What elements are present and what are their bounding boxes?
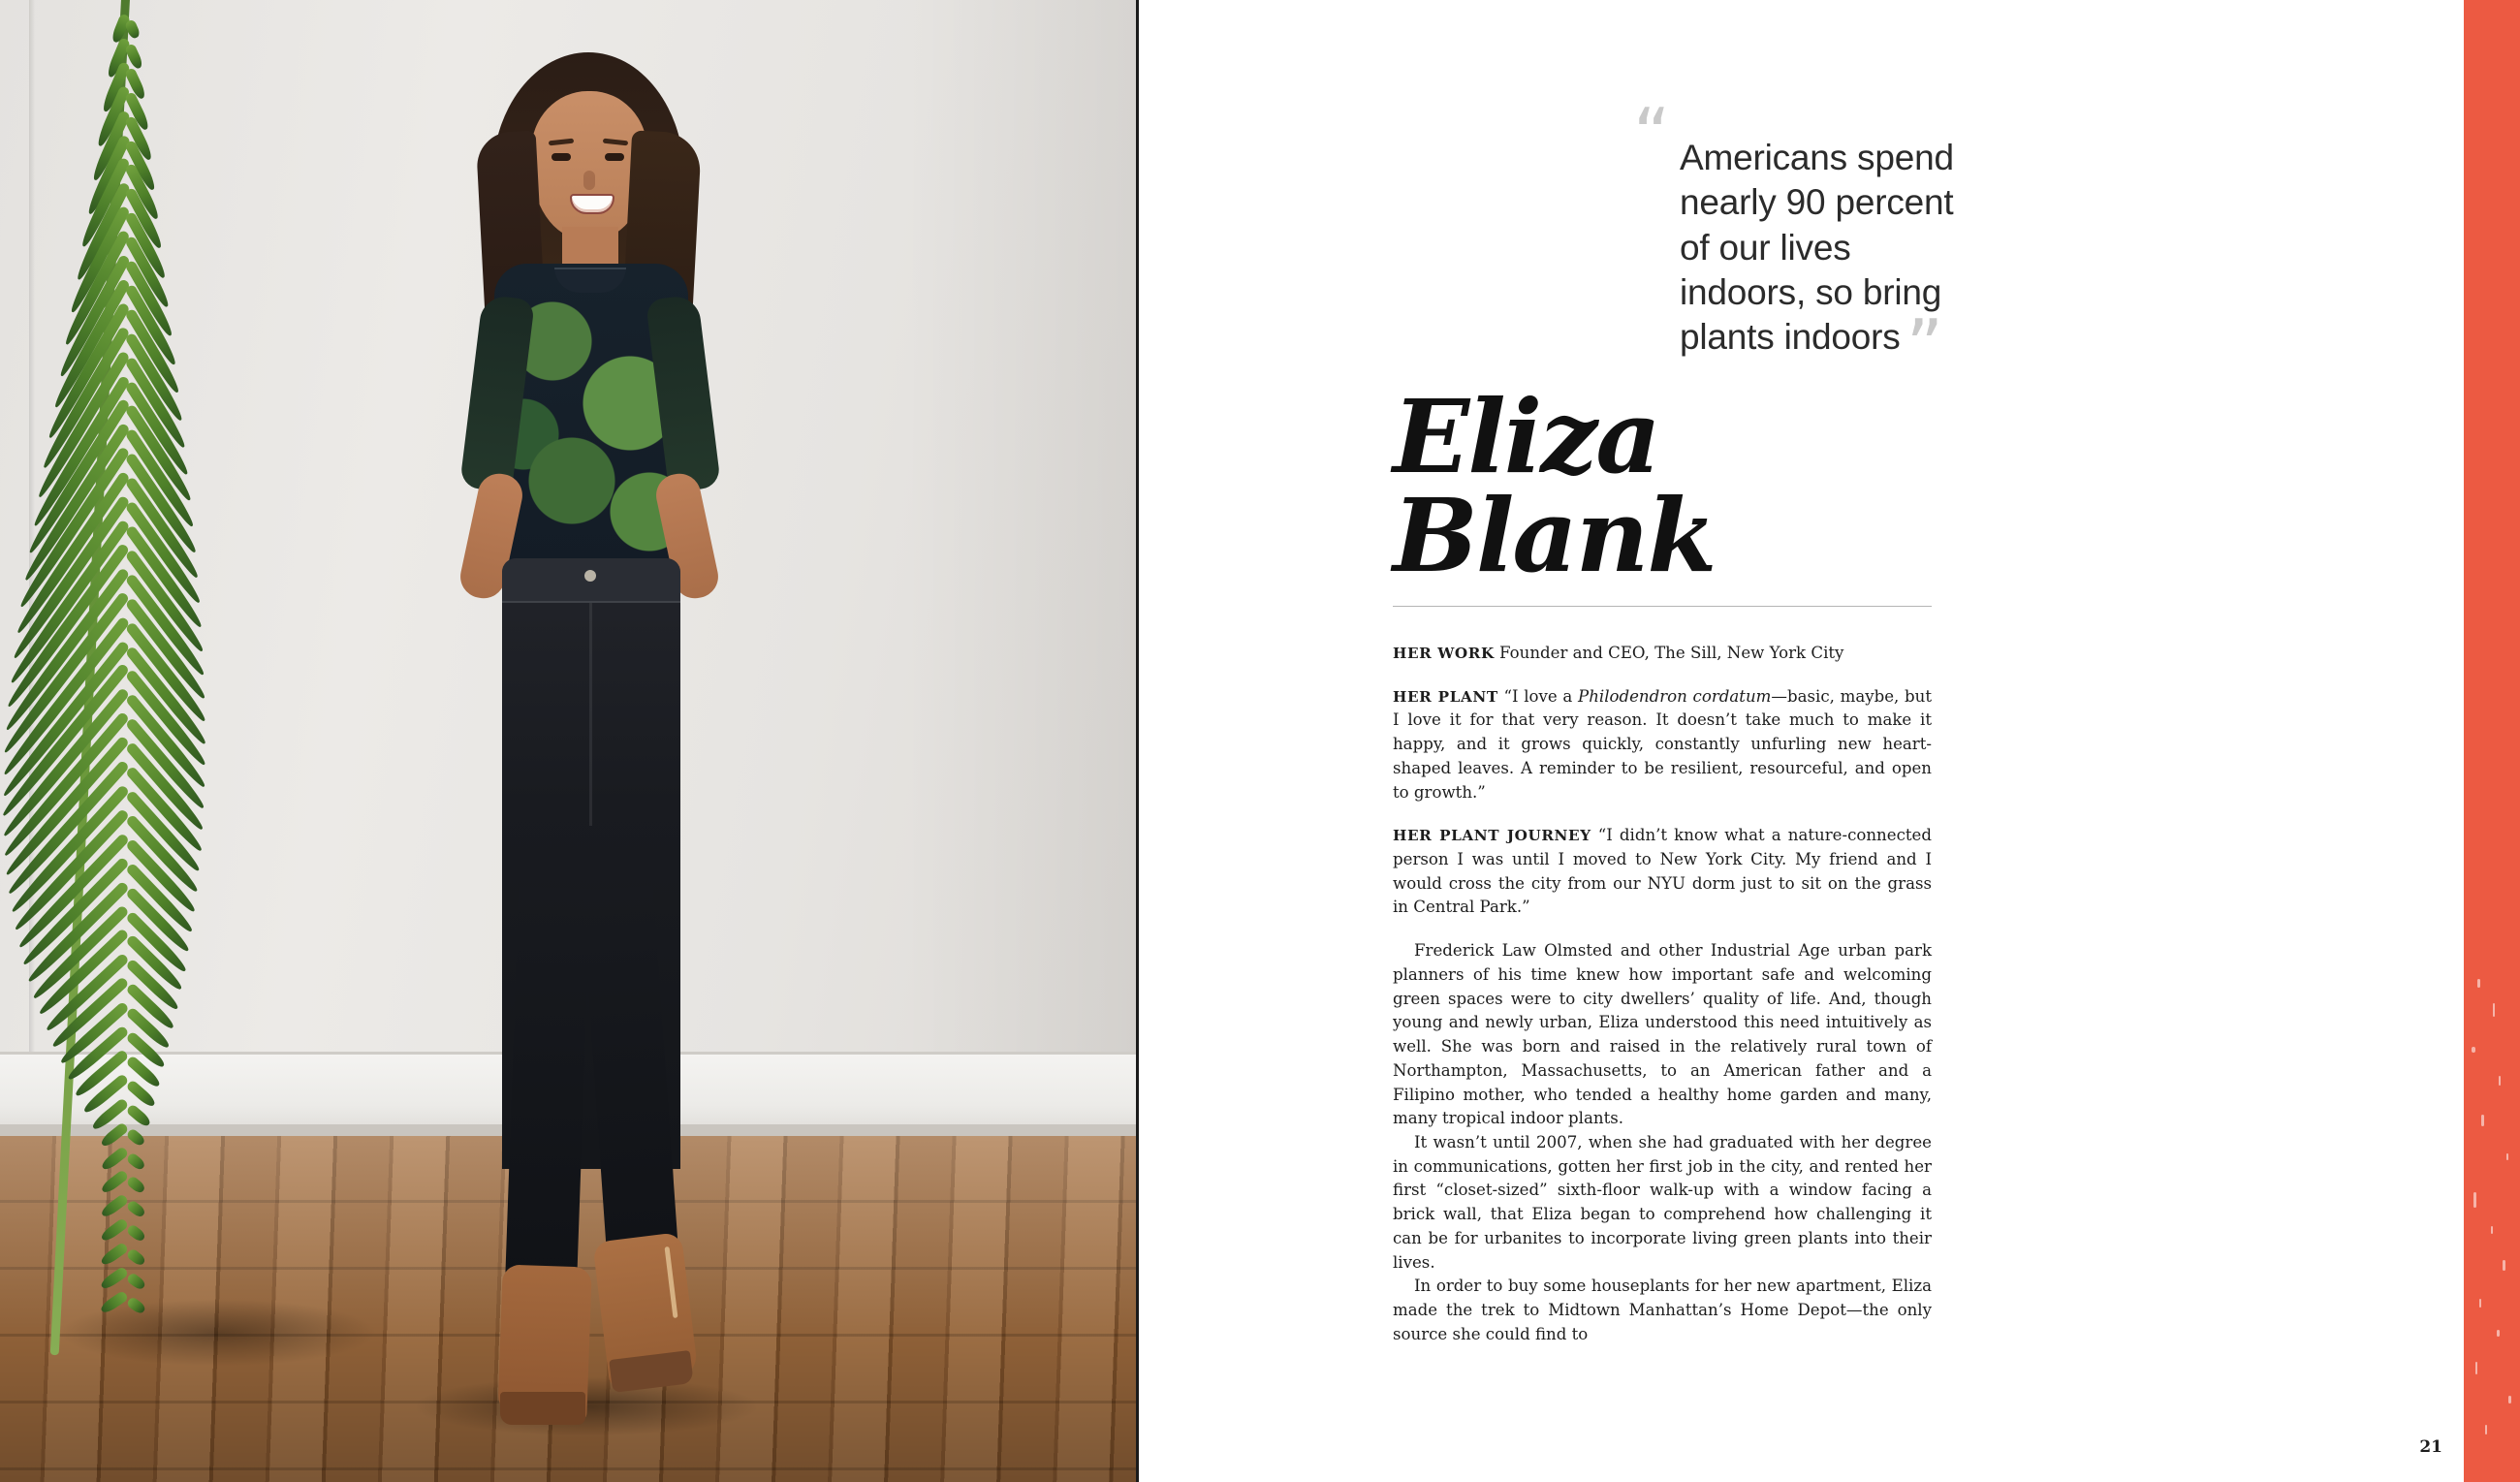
her-work-text: Founder and CEO, The Sill, New York City [1499,644,1844,662]
her-plant-text-after: —basic, maybe, but I love it for that very reason. It doesn’t take much to make it happy, and it grows quickly, constantly unfurling new heart-shaped leaves. A reminder to be resilient, resourceful, and open to growth.” [1393,686,1933,802]
edge-speck [2481,1115,2484,1126]
section-her-plant [1393,685,1932,805]
body-column [1393,642,1932,1346]
page-edge-accent [2464,0,2520,1482]
nose [583,171,595,190]
boot-left-heel [500,1392,585,1425]
palm-leaflet [100,1170,130,1196]
edge-speck [2491,1226,2493,1234]
section-her-work [1393,642,1932,666]
body-paragraph: Frederick Law Olmsted and other Industrial Age urban park planners of his time knew how important safe and welcoming green spaces were to city dwellers’ quality of life. And, though young and newly urban, Eliza understood this need intuitively as well. She was born and raised in the relatively rural town of Northampton, Massachusetts, to an American father and a Filipino mother, who tended a healthy home garden and many, many tropical indoor plants. [1393,941,1932,1128]
eye-left [551,153,571,161]
right-page-text [1260,0,2520,1482]
her-plant-species: Philodendron cordatum [1578,686,1772,706]
palm-frond [0,0,397,1376]
edge-speck [2472,1047,2475,1053]
edge-speck [2503,1260,2505,1271]
her-plant-text-before: “I love a [1503,686,1579,706]
left-page-photo [0,0,1136,1482]
pull-quote-body: Americans spend nearly 90 percent of our lives indoors, so bring plants indoors [1680,138,1954,357]
palm-leaflet [125,1127,146,1148]
edge-speck [2473,1192,2476,1208]
edge-speck [2479,1299,2481,1308]
page-title-line2: Blank [1393,475,1716,595]
quote-open-icon: “ [1633,93,1671,176]
her-work-label: HER WORK [1393,645,1495,662]
palm-leaflet [126,1176,146,1195]
palm-leaflet [100,1193,130,1219]
page-number: 21 [2419,1437,2442,1457]
edge-speck [2508,1396,2511,1403]
edge-speck [2497,1330,2500,1337]
pull-quote [1633,93,1970,388]
section-her-plant-journey [1393,824,1932,920]
eye-right [605,153,624,161]
palm-leaflet [100,1146,129,1172]
page-title-line1: Eliza [1393,376,1659,496]
pull-quote-text [1680,136,1970,388]
palm-leaflet [126,1223,146,1243]
page-gutter [1136,0,1260,1482]
her-plant-label: HER PLANT [1393,687,1498,706]
wall-right-shadow [903,0,1136,1124]
palm-leaflet [126,1200,146,1219]
body-paragraph: It wasn’t until 2007, when she had graduated with her degree in communications, gotten her first job in the city, and rented her first “closet-sized” sixth-floor walk-up with a window facing a brick wall, that Eliza began to comprehend how challenging it can be for urbanites to incorporate living green plants into their lives. [1393,1132,1932,1272]
woman-figure [378,35,785,1450]
edge-speck [2499,1076,2501,1086]
edge-speck [2475,1362,2477,1374]
jeans-seam [589,603,592,826]
edge-speck [2477,979,2480,988]
divider [1393,606,1932,607]
quote-close-icon: ” [1906,304,1943,388]
her-plant-journey-text: “I didn’t know what a nature-connected person I was until I moved to New York City. My friend and I would cross the city from our NYU dorm just to sit on the grass in Central Park.” [1393,826,1932,917]
palm-leaflet [99,1217,129,1244]
palm-leaflet [99,1266,129,1291]
page-title [1393,376,1897,595]
palm-leaflet [126,1247,146,1267]
leg-left [505,887,591,1296]
plant-shadow [58,1299,378,1367]
edge-speck [2485,1425,2487,1435]
palm-leaflet [126,1272,146,1291]
palm-leaflet [126,1151,146,1171]
body-paragraph: In order to buy some houseplants for her new apartment, Eliza made the trek to Midtown Manhattan’s Home Depot—the only source she could find to [1393,1277,1932,1343]
palm-leaflet [125,1103,151,1128]
edge-speck [2506,1153,2508,1160]
her-plant-journey-label: HER PLANT JOURNEY [1393,827,1591,845]
edge-speck [2493,1003,2495,1017]
palm-leaflet [99,1242,129,1267]
jeans-button [584,570,596,582]
